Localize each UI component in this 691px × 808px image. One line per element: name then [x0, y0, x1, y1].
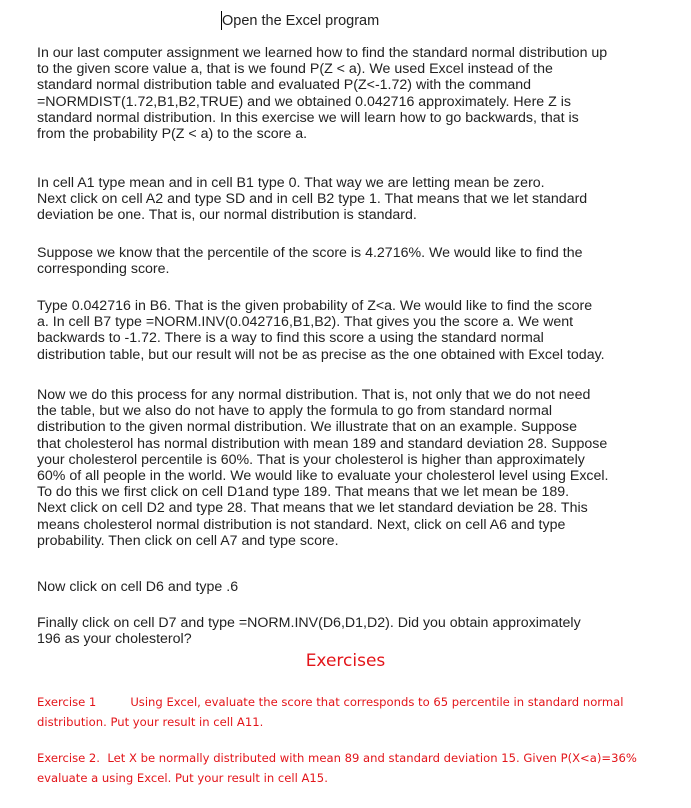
paragraph-line: a. In cell B7 type =NORM.INV(0.042716,B1,B2). That gives you the score a. We went — [37, 314, 574, 331]
exercise-text: Using Excel, evaluate the score that corresponds to 65 percentile in standard normal — [130, 695, 624, 709]
exercise-line: distribution. Put your result in cell A11. — [37, 715, 264, 729]
paragraph-line: Finally click on cell D7 and type =NORM.INV(D6,D1,D2). Did you obtain approximately — [37, 615, 581, 631]
paragraph-line: standard normal distribution. In this exercise we will learn how to go backwards, that is — [37, 109, 579, 126]
paragraph-line: =NORMDIST(1.72,B1,B2,TRUE) and we obtained 0.042716 approximately. Here Z is — [37, 93, 571, 110]
paragraph-line: means cholesterol normal distribution is not standard. Next, click on cell A6 and type — [37, 516, 566, 533]
exercises-heading: Exercises — [305, 651, 386, 671]
exercise-1 — [37, 692, 677, 732]
exercise-label: Exercise 1 — [37, 695, 97, 709]
paragraph-line: Now we do this process for any normal distribution. That is, not only that we do not need — [37, 387, 591, 403]
paragraph-line: the table, but we also do not have to apply the formula to go from standard normal — [37, 403, 552, 420]
exercise-2 — [37, 748, 677, 788]
paragraph-line: probability. Then click on cell A7 and type score. — [37, 532, 339, 549]
paragraph-line: Suppose we know that the percentile of the score is 4.2716%. We would like to find the — [37, 245, 583, 261]
paragraph-line: To do this we first click on cell D1and type 189. That means that we let mean be 189. — [37, 484, 570, 501]
paragraph-line: deviation be one. That is, our normal distribution is standard. — [37, 207, 417, 224]
exercise-line — [37, 692, 677, 712]
paragraph-line: that cholesterol has normal distribution with mean 189 and standard deviation 28. Suppose — [37, 435, 608, 452]
paragraph-line: 60% of all people in the world. We would like to evaluate your cholesterol level using Excel. — [37, 468, 609, 485]
paragraph-line: from the probability P(Z < a) to the score a. — [37, 126, 308, 143]
paragraph-line: Now click on cell D6 and type .6 — [37, 579, 239, 595]
paragraph-line: distribution to the given normal distribution. We illustrate that on an example. Suppose — [37, 419, 577, 436]
paragraph-line: your cholesterol percentile is 60%. That is your cholesterol is higher than approximately — [37, 451, 585, 468]
paragraph-norm-inv — [37, 298, 677, 363]
paragraph-line: Next click on cell D2 and type 28. That means that we let standard deviation be 28. This — [37, 500, 588, 517]
paragraph-line: distribution table, but our result will not be as precise as the one obtained with Excel today. — [37, 346, 605, 363]
paragraph-line: Next click on cell A2 and type SD and in cell B2 type 1. That means that we let standard — [37, 191, 588, 208]
paragraph-line: to the given score value a, that is we found P(Z < a). We used Excel instead of the — [37, 61, 553, 78]
paragraph-line: 196 as your cholesterol? — [37, 631, 192, 648]
paragraph-line: backwards to -1.72. There is a way to find this score a using the standard normal — [37, 330, 544, 347]
paragraph-setup — [37, 175, 677, 224]
paragraph-line: standard normal distribution table and evaluated P(Z<-1.72) with the command — [37, 77, 532, 94]
document-title: Open the Excel program — [222, 13, 380, 29]
paragraph-d6 — [37, 579, 677, 595]
exercise-line — [37, 748, 677, 768]
paragraph-d7 — [37, 615, 677, 647]
paragraph-intro — [37, 45, 677, 142]
exercise-label: Exercise 2. — [37, 751, 100, 765]
paragraph-line: In cell A1 type mean and in cell B1 type 0. That way we are letting mean be zero. — [37, 175, 545, 191]
paragraph-line: In our last computer assignment we learned how to find the standard normal distribution up — [37, 45, 608, 61]
exercise-text: Let X be normally distributed with mean 89 and standard deviation 15. Given P(X<a)=36% — [107, 751, 637, 765]
paragraph-cholesterol-example — [37, 387, 677, 549]
paragraph-percentile — [37, 245, 677, 277]
paragraph-line: corresponding score. — [37, 261, 170, 278]
exercise-line: evaluate a using Excel. Put your result in cell A15. — [37, 771, 328, 785]
paragraph-line: Type 0.042716 in B6. That is the given probability of Z<a. We would like to find the score — [37, 298, 593, 314]
